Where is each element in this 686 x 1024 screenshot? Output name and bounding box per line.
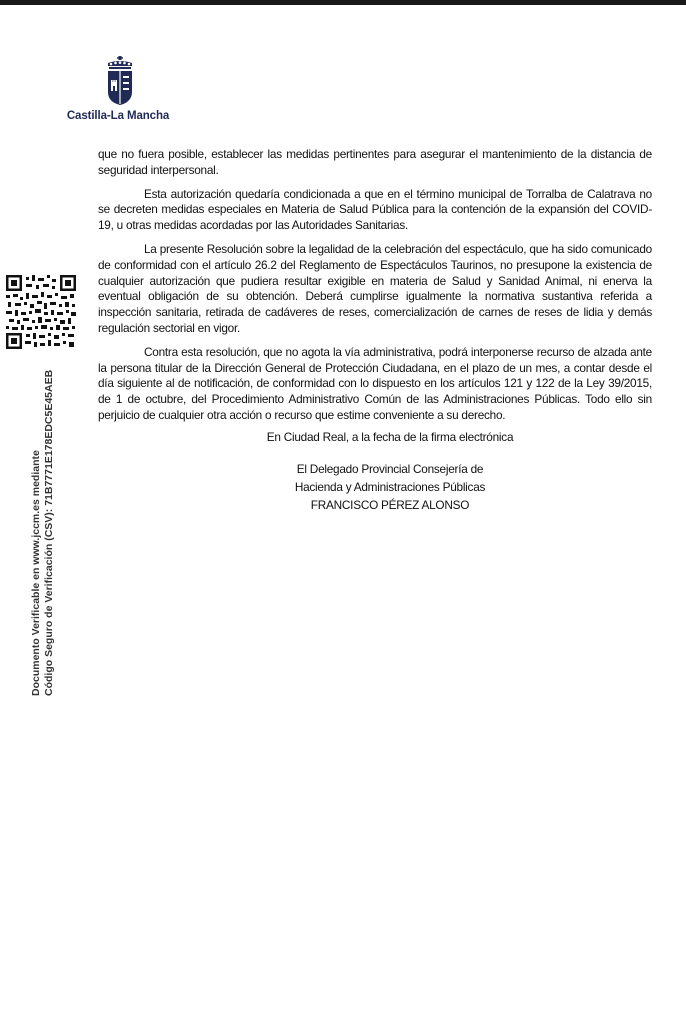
logo-text: Castilla-La Mancha (66, 110, 170, 122)
verification-line-1: Documento Verificable en www.jccm.es mediante (30, 450, 42, 696)
signer-title-2: Hacienda y Administraciones Públicas (294, 480, 486, 494)
paragraph-1: que no fuera posible, establecer las medidas pertinentes para asegurar el mantenimiento de la distancia de seguridad interpersonal. (98, 147, 652, 177)
qr-code-icon (6, 275, 76, 349)
paragraph-4: Contra esta resolución, que no agota la vía administrativa, podrá interponerse recurso de alzada ante la persona titular de la Dirección General de Protección Ciudadana, en el plazo de un mes, a contar desde el día siguiente al de notificación, de conformidad con lo dispuesto en los artículos 121 y 122 de la Ley 39/2015, de 1 de octubre, del Procedimiento Administrativo Común de las Administraciones Públicas. Todo ello sin perjuicio de cualquier otra acción o recurso que estime conveniente a su derecho. (98, 344, 652, 422)
paragraph-2: Esta autorización quedaría condicionada a que en el término municipal de Torralba de Calatrava no se decreten medidas especiales en Materia de Salud Pública para la contención de la expansión del COVID-19, u otras medidas acordadas por las Autoridades Sanitarias. (98, 186, 652, 233)
paragraph-3: La presente Resolución sobre la legalidad de la celebración del espectáculo, que ha sido comunicado de conformidad con el artículo 26.2 del Reglamento de Espectáculos Taurinos, no presupone la existencia de cualquier autorización que pudiera resultar exigible en materia de Salud y Sanidad Animal, ni enerva la eventual obligación de su obtención. Deberá cumplirse igualmente la normativa sustantiva referida a inspección sanitaria, retirada de cadáveres de reses, comercialización de carnes de reses de lidia y demás regulación sectorial en vigor. (98, 241, 652, 335)
verification-line-2: Código Seguro de Verificación (CSV): 71B7771E178EDC5E45AEB (43, 369, 55, 696)
document-body (98, 147, 652, 432)
castilla-la-mancha-crown-emblem-icon (102, 56, 138, 106)
top-border (0, 0, 686, 5)
place-date: En Ciudad Real, a la fecha de la firma electrónica (266, 430, 514, 444)
signer-name: FRANCISCO PÉREZ ALONSO (310, 498, 470, 512)
header-logo (62, 56, 174, 126)
signer-title-1: El Delegado Provincial Consejería de (296, 462, 484, 476)
